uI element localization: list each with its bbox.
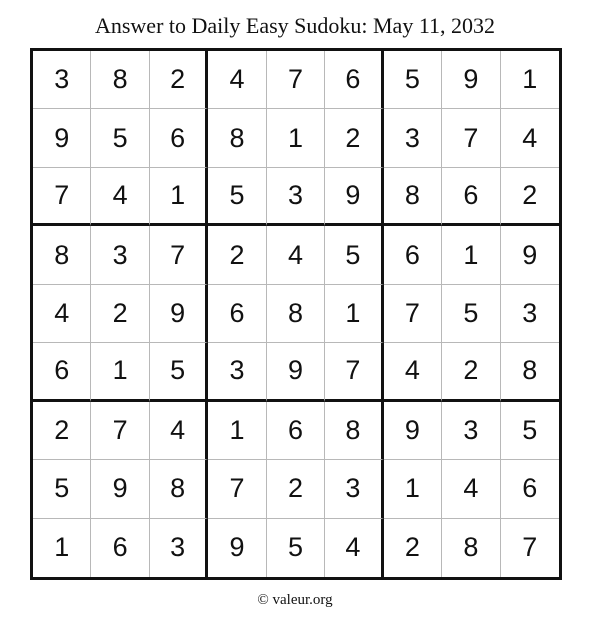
sudoku-cell-r2-c3[interactable]: 6 bbox=[150, 109, 208, 167]
sudoku-cell-r5-c4[interactable]: 6 bbox=[208, 285, 266, 343]
sudoku-cell-r5-c7[interactable]: 7 bbox=[384, 285, 442, 343]
page-title: Answer to Daily Easy Sudoku: May 11, 2032 bbox=[94, 13, 496, 38]
sudoku-cell-r4-c5[interactable]: 4 bbox=[267, 226, 325, 284]
sudoku-cell-r6-c7[interactable]: 4 bbox=[384, 343, 442, 401]
sudoku-cell-r9-c6[interactable]: 4 bbox=[325, 519, 383, 577]
sudoku-cell-r3-c6[interactable]: 9 bbox=[325, 168, 383, 226]
sudoku-cell-r7-c4[interactable]: 1 bbox=[208, 402, 266, 460]
sudoku-cell-r4-c2[interactable]: 3 bbox=[91, 226, 149, 284]
sudoku-cell-r1-c1[interactable]: 3 bbox=[33, 51, 91, 109]
sudoku-grid bbox=[33, 51, 559, 577]
sudoku-cell-r6-c5[interactable]: 9 bbox=[267, 343, 325, 401]
sudoku-cell-r7-c5[interactable]: 6 bbox=[267, 402, 325, 460]
sudoku-cell-r1-c7[interactable]: 5 bbox=[384, 51, 442, 109]
sudoku-cell-r4-c3[interactable]: 7 bbox=[150, 226, 208, 284]
sudoku-cell-r2-c8[interactable]: 7 bbox=[442, 109, 500, 167]
sudoku-cell-r3-c7[interactable]: 8 bbox=[384, 168, 442, 226]
sudoku-cell-r4-c7[interactable]: 6 bbox=[384, 226, 442, 284]
sudoku-cell-r4-c9[interactable]: 9 bbox=[501, 226, 559, 284]
sudoku-cell-r2-c2[interactable]: 5 bbox=[91, 109, 149, 167]
sudoku-cell-r2-c1[interactable]: 9 bbox=[33, 109, 91, 167]
sudoku-cell-r5-c5[interactable]: 8 bbox=[267, 285, 325, 343]
sudoku-cell-r7-c7[interactable]: 9 bbox=[384, 402, 442, 460]
sudoku-cell-r3-c9[interactable]: 2 bbox=[501, 168, 559, 226]
sudoku-cell-r8-c9[interactable]: 6 bbox=[501, 460, 559, 518]
sudoku-cell-r3-c8[interactable]: 6 bbox=[442, 168, 500, 226]
sudoku-cell-r2-c9[interactable]: 4 bbox=[501, 109, 559, 167]
sudoku-cell-r1-c3[interactable]: 2 bbox=[150, 51, 208, 109]
sudoku-cell-r6-c3[interactable]: 5 bbox=[150, 343, 208, 401]
sudoku-cell-r5-c3[interactable]: 9 bbox=[150, 285, 208, 343]
sudoku-cell-r8-c3[interactable]: 8 bbox=[150, 460, 208, 518]
sudoku-cell-r5-c2[interactable]: 2 bbox=[91, 285, 149, 343]
sudoku-cell-r8-c5[interactable]: 2 bbox=[267, 460, 325, 518]
sudoku-cell-r4-c1[interactable]: 8 bbox=[33, 226, 91, 284]
sudoku-cell-r2-c5[interactable]: 1 bbox=[267, 109, 325, 167]
sudoku-cell-r3-c3[interactable]: 1 bbox=[150, 168, 208, 226]
sudoku-cell-r9-c4[interactable]: 9 bbox=[208, 519, 266, 577]
copyright-footer: © valeur.org bbox=[257, 592, 333, 608]
sudoku-cell-r6-c4[interactable]: 3 bbox=[208, 343, 266, 401]
sudoku-cell-r4-c8[interactable]: 1 bbox=[442, 226, 500, 284]
sudoku-cell-r9-c8[interactable]: 8 bbox=[442, 519, 500, 577]
sudoku-cell-r9-c5[interactable]: 5 bbox=[267, 519, 325, 577]
sudoku-cell-r4-c4[interactable]: 2 bbox=[208, 226, 266, 284]
sudoku-cell-r6-c1[interactable]: 6 bbox=[33, 343, 91, 401]
sudoku-cell-r1-c9[interactable]: 1 bbox=[501, 51, 559, 109]
sudoku-cell-r6-c8[interactable]: 2 bbox=[442, 343, 500, 401]
sudoku-cell-r1-c5[interactable]: 7 bbox=[267, 51, 325, 109]
sudoku-cell-r9-c2[interactable]: 6 bbox=[91, 519, 149, 577]
sudoku-cell-r2-c6[interactable]: 2 bbox=[325, 109, 383, 167]
sudoku-cell-r8-c6[interactable]: 3 bbox=[325, 460, 383, 518]
sudoku-cell-r5-c6[interactable]: 1 bbox=[325, 285, 383, 343]
sudoku-cell-r9-c1[interactable]: 1 bbox=[33, 519, 91, 577]
sudoku-cell-r6-c9[interactable]: 8 bbox=[501, 343, 559, 401]
sudoku-cell-r7-c1[interactable]: 2 bbox=[33, 402, 91, 460]
sudoku-cell-r7-c9[interactable]: 5 bbox=[501, 402, 559, 460]
sudoku-cell-r5-c9[interactable]: 3 bbox=[501, 285, 559, 343]
sudoku-cell-r8-c8[interactable]: 4 bbox=[442, 460, 500, 518]
sudoku-cell-r7-c2[interactable]: 7 bbox=[91, 402, 149, 460]
sudoku-cell-r7-c8[interactable]: 3 bbox=[442, 402, 500, 460]
sudoku-cell-r2-c4[interactable]: 8 bbox=[208, 109, 266, 167]
sudoku-cell-r1-c8[interactable]: 9 bbox=[442, 51, 500, 109]
sudoku-board bbox=[30, 48, 562, 580]
sudoku-cell-r8-c7[interactable]: 1 bbox=[384, 460, 442, 518]
sudoku-cell-r8-c1[interactable]: 5 bbox=[33, 460, 91, 518]
sudoku-cell-r9-c9[interactable]: 7 bbox=[522, 532, 538, 563]
sudoku-cell-r7-c3[interactable]: 4 bbox=[150, 402, 208, 460]
sudoku-cell-r1-c2[interactable]: 8 bbox=[91, 51, 149, 109]
sudoku-cell-r8-c4[interactable]: 7 bbox=[208, 460, 266, 518]
sudoku-cell-r8-c2[interactable]: 9 bbox=[91, 460, 149, 518]
sudoku-cell-r5-c1[interactable]: 4 bbox=[33, 285, 91, 343]
sudoku-cell-r1-c4[interactable]: 4 bbox=[208, 51, 266, 109]
sudoku-cell-r1-c6[interactable]: 6 bbox=[325, 51, 383, 109]
sudoku-cell-r9-c3[interactable]: 3 bbox=[150, 519, 208, 577]
sudoku-cell-r6-c2[interactable]: 1 bbox=[91, 343, 149, 401]
sudoku-cell-r7-c6[interactable]: 8 bbox=[325, 402, 383, 460]
sudoku-cell-r2-c7[interactable]: 3 bbox=[384, 109, 442, 167]
sudoku-cell-r4-c6[interactable]: 5 bbox=[325, 226, 383, 284]
sudoku-cell-r3-c2[interactable]: 4 bbox=[91, 168, 149, 226]
sudoku-cell-r5-c8[interactable]: 5 bbox=[442, 285, 500, 343]
sudoku-cell-r3-c1[interactable]: 7 bbox=[33, 168, 91, 226]
sudoku-cell-r9-c7[interactable]: 2 bbox=[384, 519, 442, 577]
sudoku-cell-r3-c4[interactable]: 5 bbox=[208, 168, 266, 226]
sudoku-cell-r6-c6[interactable]: 7 bbox=[325, 343, 383, 401]
sudoku-cell-r3-c5[interactable]: 3 bbox=[267, 168, 325, 226]
